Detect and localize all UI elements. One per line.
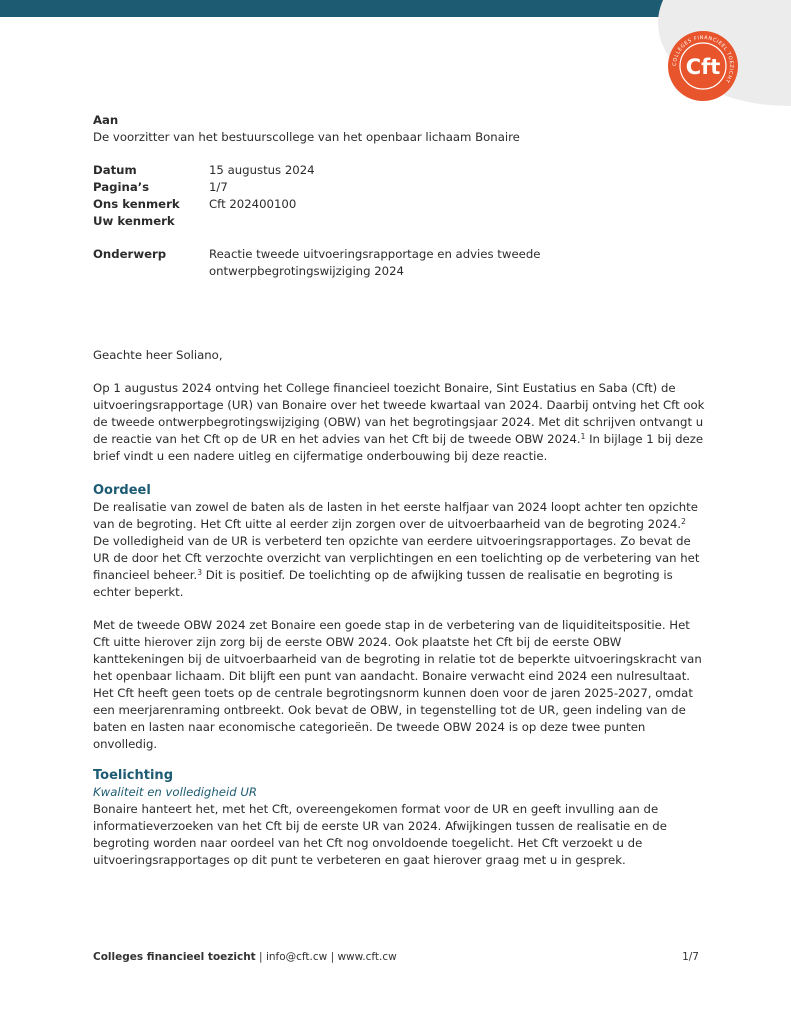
meta-value: 1/7 — [209, 180, 228, 194]
meta-label: Pagina’s — [93, 180, 150, 194]
footer-page-number: 1/7 — [682, 951, 699, 963]
oordeel-paragraph-1 — [93, 499, 705, 601]
intro-text: Op 1 augustus 2024 ontving het College financieel toezicht Bonaire, Sint Eustatius en Saba (Cft) de uitvoeringsrapportage (UR) van Bonaire over het tweede kwartaal van 2024. Daarbij ontving het Cft ook de tweede ontwerpbegrotingswijziging (OBW) van het begrotingsjaar 2024. Met dit schrijven ontvangt u de reactie van het Cft op de UR en het advies van het Cft bij de tweede OBW 2024. — [93, 381, 705, 446]
intro-text-tail: In bijlage 1 bij deze brief vindt u een nadere uitleg en cijfermatige onderbouwing bij deze reactie. — [93, 432, 704, 463]
meta-label: Uw kenmerk — [93, 214, 175, 228]
footnote-ref: 2 — [681, 517, 686, 526]
meta-label: Datum — [93, 163, 137, 177]
toelichting-paragraph-1 — [93, 801, 705, 869]
footer-email-link[interactable]: info@cft.cw — [265, 951, 328, 963]
paragraph-text: Met de tweede OBW 2024 zet Bonaire een goede stap in de verbetering van de liquiditeitspositie. Het Cft uitte hierover zijn zorg bij de eerste OBW 2024. Ook plaatste het Cft bij de eerste OBW kanttekeningen bij de uitvoerbaarheid van de begroting in relatie tot de beperkte uitvoeringskracht van het openbaar lichaam. Dit blijft een punt van aandacht. Bonaire verwacht eind 2024 een nulresultaat. Het Cft heeft geen toets op de centrale begrotingsnorm kunnen doen voor de jaren 2025-2027, omdat een meerjarenraming ontbreekt. Ook bevat de OBW, in tegenstelling tot de UR, geen indeling van de baten en lasten naar economische categorieën. De tweede OBW 2024 is op deze twee punten onvolledig. — [93, 618, 702, 751]
salutation — [93, 347, 705, 364]
meta-value: 15 augustus 2024 — [209, 163, 315, 177]
footnote-ref: 1 — [580, 432, 586, 441]
salutation-text: Geachte heer Soliano, — [93, 348, 223, 362]
paragraph-text: Bonaire hanteert het, met het Cft, overeengekomen format voor de UR en geeft invulling aan de informatieverzoeken van het Cft bij de eerste UR van 2024. Afwijkingen tussen de realisatie en de begroting worden naar oordeel van het Cft nog onvoldoende toegelicht. Het Cft verzoekt u de uitvoeringsrapportages op dit punt te verbeteren en gaat hierover graag met u in gesprek. — [93, 802, 667, 867]
footer-website-link[interactable]: www.cft.cw — [337, 951, 397, 963]
meta-label: Ons kenmerk — [93, 197, 180, 211]
meta-label: Onderwerp — [93, 247, 167, 261]
footer-separator: | — [255, 951, 266, 963]
logo-text: Cft — [685, 55, 721, 79]
cft-logo-icon — [667, 30, 739, 102]
footer-separator: | — [327, 951, 338, 963]
subject-value: Reactie tweede uitvoeringsrapportage en advies tweede ontwerpbegrotingswijziging 2024 — [209, 247, 541, 278]
page-footer — [93, 951, 699, 963]
subheading-kwaliteit: Kwaliteit en volledigheid UR — [93, 785, 258, 799]
logo-ring-text: COLLEGES FINANCIEEL TOEZICHT — [671, 34, 735, 84]
paragraph-text: De volledigheid van de UR is verbeterd ten opzichte van eerdere uitvoeringsrapportages. Zo bevat de UR de door het Cft verzochte overzicht van verplichtingen en een toelichting op de verbetering van het financieel beheer. — [93, 534, 700, 582]
recipient-label: Aan — [93, 113, 119, 127]
section-heading-oordeel: Oordeel — [93, 483, 151, 498]
paragraph-text: De realisatie van zowel de baten als de lasten in het eerste halfjaar van 2024 loopt achter ten opzichte van de begroting. Het Cft uitte al eerder zijn zorgen over de uitvoerbaarheid van de begroting 2024. — [93, 500, 698, 531]
paragraph-text: Dit is positief. De toelichting op de afwijking tussen de realisatie en begroting is echter beperkt. — [93, 568, 673, 599]
oordeel-paragraph-2 — [93, 617, 705, 753]
intro-paragraph — [93, 380, 705, 465]
section-heading-toelichting: Toelichting — [93, 768, 173, 783]
recipient-value: De voorzitter van het bestuurscollege van het openbaar lichaam Bonaire — [93, 130, 520, 144]
footer-org: Colleges financieel toezicht — [93, 951, 256, 963]
meta-value: Cft 202400100 — [209, 197, 297, 211]
footnote-ref: 3 — [197, 568, 202, 577]
